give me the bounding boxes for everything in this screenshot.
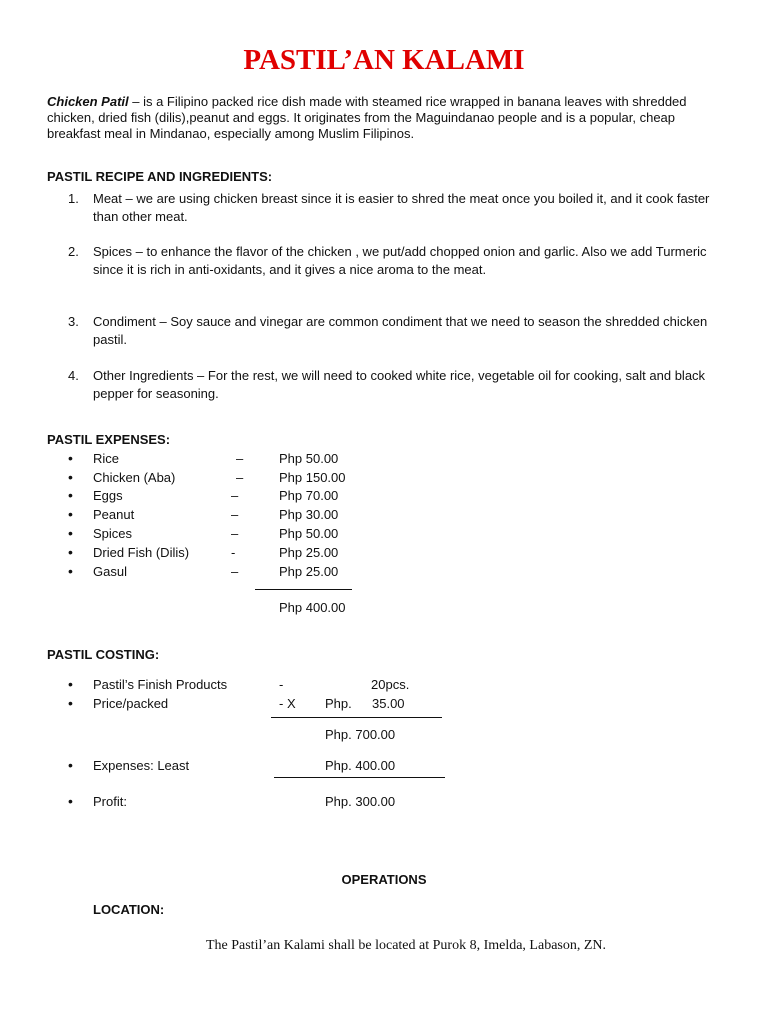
expense-separator: – (236, 470, 244, 485)
price-value: 35.00 (372, 696, 405, 711)
recipe-item-meat: Meat – we are using chicken breast since it is easier to shred the meat once you boiled it, and it cook faster than other meat. (93, 191, 710, 224)
location-heading: LOCATION: (93, 902, 165, 917)
bullet: • (68, 695, 73, 711)
expenses-total-rule (255, 589, 352, 590)
expenses-heading: PASTIL EXPENSES: (47, 432, 171, 447)
finish-products-value: 20pcs. (371, 677, 410, 692)
price-currency: Php. (325, 696, 352, 711)
bullet: • (68, 525, 73, 541)
expense-name: Peanut (93, 507, 135, 522)
finish-products-label: Pastil’s Finish Products (93, 677, 228, 692)
recipe-item-condiment: Condiment – Soy sauce and vinegar are common condiment that we need to season the shredded chicken pastil. (93, 314, 708, 347)
finish-products-separator: - (279, 677, 284, 692)
bullet: • (68, 563, 73, 579)
price-packed-label: Price/packed (93, 696, 169, 711)
expense-amount: Php 50.00 (279, 451, 339, 466)
bullet: • (68, 469, 73, 485)
expense-separator: – (231, 564, 239, 579)
operations-heading: OPERATIONS (341, 872, 427, 887)
expense-amount: Php 70.00 (279, 488, 339, 503)
recipe-item-number: 3. (68, 314, 79, 329)
intro-text: – is a Filipino packed rice dish made with steamed rice wrapped in banana leaves with shredded chicken, dried fish (dilis),peanut and eggs. It originates from the Maguindanao people and is a popular, cheap breakfast meal in Mindanao, especially among Muslim Filipinos. (47, 94, 687, 141)
expense-separator: - (231, 545, 236, 560)
recipe-item-number: 2. (68, 244, 79, 259)
expense-amount: Php 25.00 (279, 545, 339, 560)
expense-amount: Php 150.00 (279, 470, 346, 485)
expense-name: Chicken (Aba) (93, 470, 176, 485)
bullet: • (68, 757, 73, 773)
expense-name: Rice (93, 451, 120, 466)
expenses-least-label: Expenses: Least (93, 758, 190, 773)
recipe-heading: PASTIL RECIPE AND INGREDIENTS: (47, 169, 273, 184)
profit-value: Php. 300.00 (325, 794, 396, 809)
price-multiply-sign: - X (279, 696, 296, 711)
expense-amount: Php 50.00 (279, 526, 339, 541)
expense-separator: – (231, 526, 239, 541)
profit-label: Profit: (93, 794, 127, 809)
profit-rule (274, 777, 445, 778)
bullet: • (68, 450, 73, 466)
expense-amount: Php 30.00 (279, 507, 339, 522)
location-text: The Pastil’an Kalami shall be located at Purok 8, Imelda, Labason, ZN. (205, 938, 607, 953)
bullet: • (68, 487, 73, 503)
recipe-item-spices: Spices – to enhance the flavor of the chicken , we put/add chopped onion and garlic. Also we add Turmeric since it is rich in anti-oxidants, and it gives a nice aroma to the meat. (93, 244, 707, 277)
expense-separator: – (236, 451, 244, 466)
intro-term: Chicken Patil (47, 94, 129, 109)
expense-name: Spices (93, 526, 133, 541)
expense-name: Eggs (93, 488, 123, 503)
expense-name: Gasul (93, 564, 127, 579)
document-title: PASTIL’AN KALAMI (243, 44, 525, 76)
recipe-item-number: 1. (68, 191, 79, 206)
expense-amount: Php 25.00 (279, 564, 339, 579)
gross-value: Php. 700.00 (325, 727, 396, 742)
bullet: • (68, 793, 73, 809)
recipe-item-number: 4. (68, 368, 79, 383)
expense-separator: – (231, 488, 239, 503)
bullet: • (68, 544, 73, 560)
bullet: • (68, 506, 73, 522)
bullet: • (68, 676, 73, 692)
expenses-total: Php 400.00 (279, 600, 346, 615)
costing-heading: PASTIL COSTING: (47, 647, 160, 662)
expense-separator: – (231, 507, 239, 522)
intro-paragraph (47, 94, 727, 142)
gross-rule (271, 717, 442, 718)
recipe-item-other: Other Ingredients – For the rest, we will need to cooked white rice, vegetable oil for cooking, salt and black pepper for seasoning. (93, 368, 706, 401)
expense-name: Dried Fish (Dilis) (93, 545, 190, 560)
expenses-least-value: Php. 400.00 (325, 758, 396, 773)
